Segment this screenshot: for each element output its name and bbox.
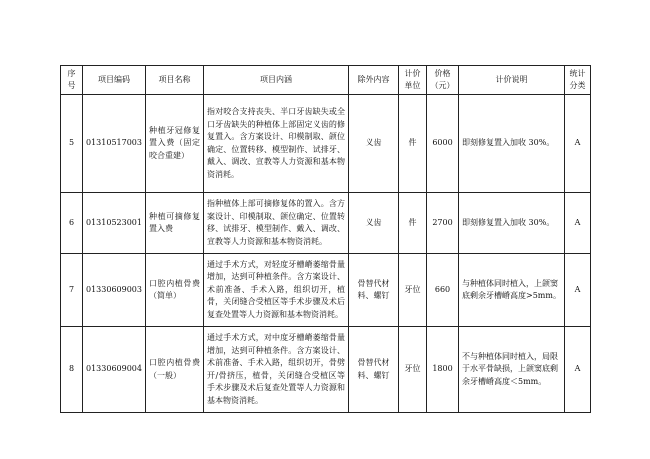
row-content: 指种植体上部可摘修复体的置入。含方案设计、印模制取、颌位确定、位置转移、试排牙、模型制作、戴入、调改、宣教等人力资源和基本物资消耗。 <box>204 193 349 254</box>
row-category: A <box>565 327 591 413</box>
table-row <box>61 327 591 413</box>
header-no: 序号 <box>61 66 83 95</box>
row-name: 种植可摘修复置入费 <box>146 193 204 254</box>
row-category: A <box>565 254 591 327</box>
row-excluded: 义齿 <box>349 95 399 193</box>
row-unit: 件 <box>399 193 427 254</box>
row-name: 口腔内植骨费（简单） <box>146 254 204 327</box>
header-name: 项目名称 <box>146 66 204 95</box>
table-row <box>61 254 591 327</box>
row-excluded: 义齿 <box>349 193 399 254</box>
row-code: 01310523001 <box>83 193 146 254</box>
row-excluded: 骨替代材料、螺钉 <box>349 254 399 327</box>
row-unit: 件 <box>399 95 427 193</box>
row-code: 01330609004 <box>83 327 146 413</box>
fee-table <box>60 65 591 413</box>
table-row <box>61 193 591 254</box>
row-content: 通过手术方式，对轻度牙槽嵴萎缩骨量增加，达到可种植条件。含方案设计、术前准备、手术入路，组织切开，植骨，关闭缝合受植区等手术步骤及术后复查处置等人力资源和基本物资消耗。 <box>204 254 349 327</box>
header-price: 价格（元） <box>427 66 459 95</box>
header-category: 统计分类 <box>565 66 591 95</box>
row-category: A <box>565 95 591 193</box>
header-note: 计价说明 <box>459 66 565 95</box>
row-unit: 牙位 <box>399 254 427 327</box>
row-unit: 牙位 <box>399 327 427 413</box>
row-price: 660 <box>427 254 459 327</box>
row-excluded: 骨替代材料、螺钉 <box>349 327 399 413</box>
row-code: 01330609003 <box>83 254 146 327</box>
row-name: 口腔内植骨费（一般） <box>146 327 204 413</box>
header-row <box>61 66 591 95</box>
row-note: 不与种植体同时植入，局限于水平骨缺损，上颌窦底剩余牙槽嵴高度＜5mm。 <box>459 327 565 413</box>
header-code: 项目编码 <box>83 66 146 95</box>
row-no: 6 <box>61 193 83 254</box>
row-code: 01310517003 <box>83 95 146 193</box>
header-unit: 计价单位 <box>399 66 427 95</box>
row-price: 6000 <box>427 95 459 193</box>
row-category: A <box>565 193 591 254</box>
row-price: 1800 <box>427 327 459 413</box>
row-no: 8 <box>61 327 83 413</box>
row-content: 指对咬合支持丧失、半口牙齿缺失或全口牙齿缺失的种植体上部固定义齿的修复置入。含方案设计、印模制取、颌位确定、位置转移、模型制作、试排牙、戴入、调改、宣教等人力资源和基本物资消耗。 <box>204 95 349 193</box>
header-excluded: 除外内容 <box>349 66 399 95</box>
header-content: 项目内涵 <box>204 66 349 95</box>
row-no: 7 <box>61 254 83 327</box>
row-note: 即刻修复置入加收 30%。 <box>459 193 565 254</box>
row-no: 5 <box>61 95 83 193</box>
row-name: 种植牙冠修复置入费（固定咬合重建） <box>146 95 204 193</box>
row-content: 通过手术方式，对中度牙槽嵴萎缩骨量增加，达到可种植条件。含方案设计、术前准备、手术入路，组织切开，骨劈开/骨挤压，植骨，关闭缝合受植区等手术步骤及术后复查处置等人力资源和基本物资消耗。 <box>204 327 349 413</box>
table-row <box>61 95 591 193</box>
row-price: 2700 <box>427 193 459 254</box>
row-note: 与种植体同时植入，上颌窦底剩余牙槽嵴高度>5mm。 <box>459 254 565 327</box>
row-note: 即刻修复置入加收 30%。 <box>459 95 565 193</box>
